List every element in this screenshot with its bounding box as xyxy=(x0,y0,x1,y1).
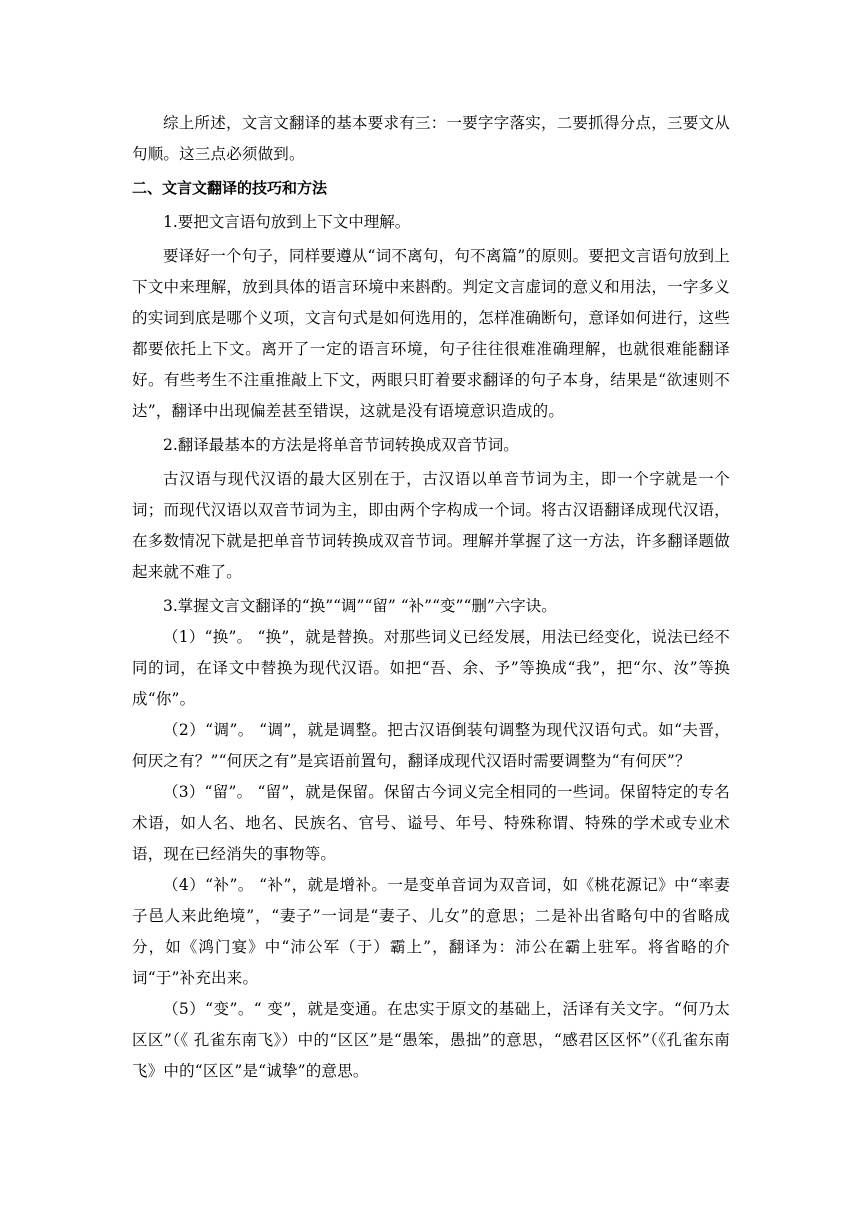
method-item-supplement: （4）“补”。 “补”，就是增补。一是变单音词为双音词，如《桃花源记》中“率妻子邑人来此绝境”，“妻子”一词是“妻子、儿女”的意思；二是补出省略句中的省略成分，如《鸿门宴》中“沛公军（于）霸上”，翻译为：沛公在霸上驻军。将省略的介词“于”补充出来。 xyxy=(132,876,730,987)
point3-title: 3.掌握文言文翻译的“换”“调”“留” “补”“变”“删”六字诀。 xyxy=(163,597,557,615)
method-item-adjust: （2）“调”。 “调”，就是调整。把古汉语倒装句调整为现代汉语句式。如“夫晋，何厌之有？”“何厌之有”是宾语前置句，翻译成现代汉语时需要调整为“有何厌”？ xyxy=(132,721,730,770)
summary-paragraph: 综上所述，文言文翻译的基本要求有三：一要字字落实，二要抓得分点，三要文从句顺。这三点必须做到。 xyxy=(132,114,730,163)
point1-body: 要译好一个句子，同样要遵从“词不离句，句不离篇”的原则。要把文言语句放到上下文中来理解，放到具体的语言环境中来斟酌。判定文言虚词的意义和用法，一字多义的实词到底是哪个义项，文言句式是如何选用的，怎样准确断句，意译如何进行，这些都要依托上下文。离开了一定的语言环境，句子往往很难准确理解，也就很难能翻译好。有些考生不注重推敲上下文，两眼只盯着要求翻译的句子本身，结果是“欲速则不达”，翻译中出现偏差甚至错误，这就是没有语境意识造成的。 xyxy=(132,247,730,420)
method-item-retain: （3）“留”。 “留”，就是保留。保留古今词义完全相同的一些词。保留特定的专名术语，如人名、地名、民族名、官号、谥号、年号、特殊称谓、特殊的学术或专业术语，现在已经消失的事物等。 xyxy=(132,783,730,863)
point2-body: 古汉语与现代汉语的最大区别在于，古汉语以单音节词为主，即一个字就是一个词；而现代汉语以双音节词为主，即由两个字构成一个词。将古汉语翻译成现代汉语，在多数情况下就是把单音节词转换成双音节词。理解并掌握了这一方法，许多翻译题做起来就不难了。 xyxy=(132,470,730,581)
point1-title: 1.要把文言语句放到上下文中理解。 xyxy=(163,213,411,231)
section-heading: 二、文言文翻译的技巧和方法 xyxy=(132,179,328,197)
method-item-change: （1）“换”。 “换”，就是替换。对那些词义已经发展，用法已经变化，说法已经不同的词，在译文中替换为现代汉语。如把“吾、余、予”等换成“我”，把“尔、汝”等换成“你”。 xyxy=(132,628,730,708)
document-body xyxy=(132,108,730,1087)
point2-title: 2.翻译最基本的方法是将单音节词转换成双音节词。 xyxy=(163,436,519,454)
method-item-flex: （5）“变”。“ 变”，就是变通。在忠实于原文的基础上，活译有关文字。“何乃太区区”（《 孔雀东南飞》）中的“区区”是“愚笨，愚拙”的意思，“感君区区怀”（《孔雀东南飞》中的“区区”是“诚挚”的意思。 xyxy=(132,1000,730,1080)
